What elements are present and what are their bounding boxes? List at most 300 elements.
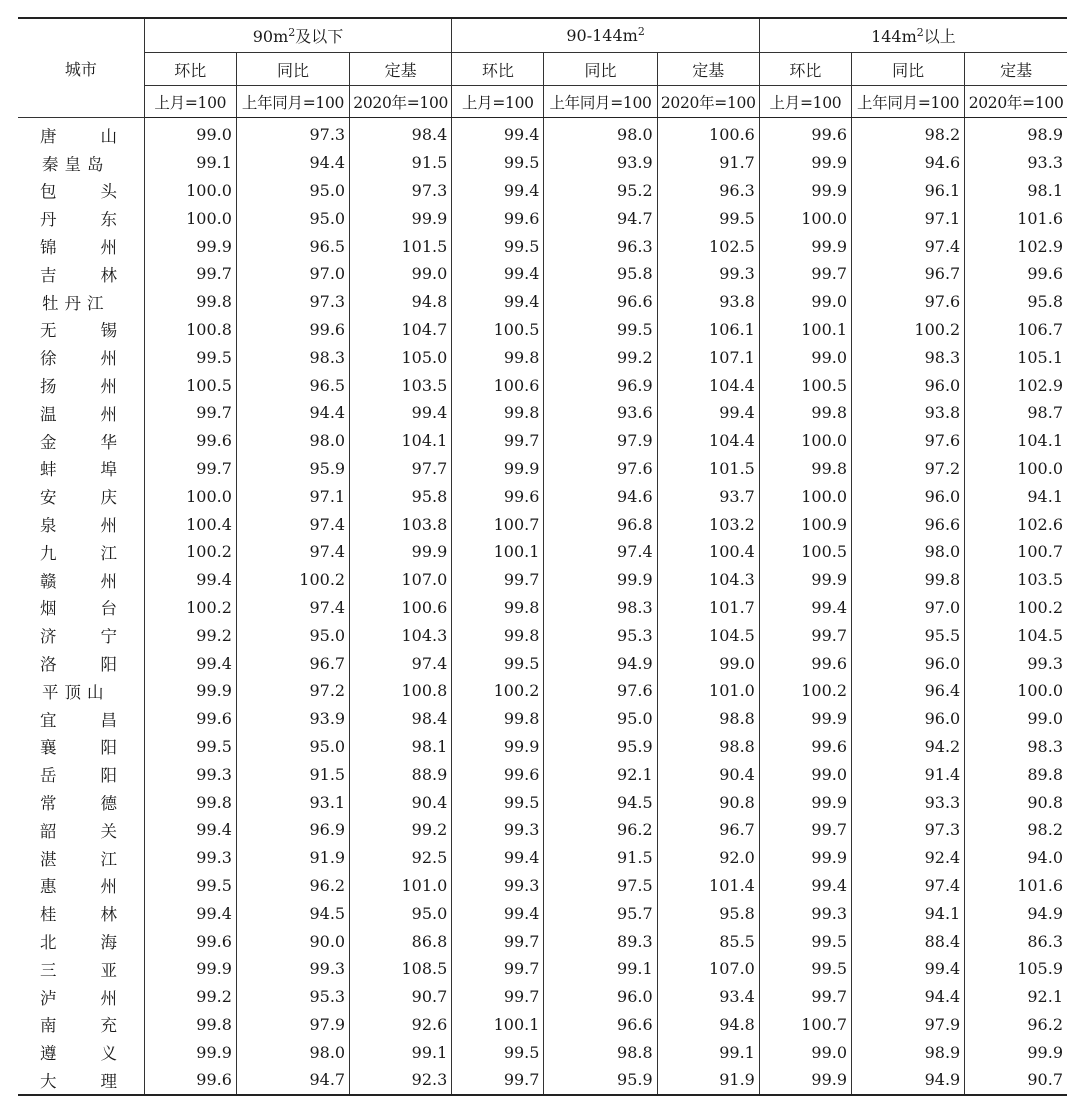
table-row [18,677,1067,705]
value-cell: 99.7 [452,427,544,455]
table-row [18,316,1067,344]
group-header-text: 90m [252,27,289,46]
value-cell: 99.6 [144,427,236,455]
value-cell: 97.9 [852,1011,965,1039]
base-header-last-month: 上月=100 [452,86,544,118]
table-row [18,1011,1067,1039]
value-cell: 101.6 [965,204,1067,232]
value-cell: 99.4 [350,399,452,427]
value-cell: 99.9 [144,1038,236,1066]
city-name: 锦州 [40,238,161,258]
value-cell: 99.9 [759,1066,851,1095]
value-cell: 99.0 [657,649,759,677]
value-cell: 100.8 [144,316,236,344]
value-cell: 96.4 [852,677,965,705]
value-cell: 91.9 [657,1066,759,1095]
city-cell [18,538,161,566]
value-cell: 105.9 [965,955,1067,983]
value-cell: 91.9 [236,844,349,872]
table-row [18,760,1067,788]
city-cell [18,371,161,399]
value-cell: 94.6 [852,149,965,177]
city-name: 安庆 [40,488,161,508]
value-cell: 99.1 [544,955,657,983]
base-header-last-month: 上月=100 [144,86,236,118]
value-cell: 99.5 [452,149,544,177]
city-name: 赣州 [40,571,161,591]
value-cell: 99.0 [759,343,851,371]
value-cell: 97.3 [350,177,452,205]
value-cell: 99.4 [452,260,544,288]
measure-header-mom: 环比 [759,53,851,86]
city-name: 常德 [40,794,161,814]
value-cell: 90.4 [350,788,452,816]
value-cell: 99.6 [452,760,544,788]
value-cell: 97.6 [544,677,657,705]
value-cell: 93.8 [657,288,759,316]
group-header-sup: 2 [916,26,924,39]
table-row [18,844,1067,872]
table-row [18,955,1067,983]
city-name: 泸州 [40,988,161,1008]
table-row [18,788,1067,816]
value-cell: 94.5 [236,899,349,927]
city-cell [18,177,161,205]
value-cell: 103.8 [350,510,452,538]
value-cell: 99.8 [452,399,544,427]
city-cell [18,1011,161,1039]
value-cell: 92.6 [350,1011,452,1039]
value-cell: 96.0 [852,371,965,399]
value-cell: 96.6 [544,1011,657,1039]
value-cell: 101.4 [657,872,759,900]
table-row [18,594,1067,622]
city-cell [18,1066,161,1095]
value-cell: 91.7 [657,149,759,177]
value-cell: 99.4 [759,872,851,900]
city-name: 徐州 [40,349,161,369]
value-cell: 97.1 [852,204,965,232]
value-cell: 96.5 [236,232,349,260]
value-cell: 96.0 [544,983,657,1011]
value-cell: 96.9 [544,371,657,399]
city-cell [18,204,161,232]
value-cell: 100.2 [144,538,236,566]
city-name: 包头 [40,182,161,202]
value-cell: 99.9 [452,733,544,761]
city-cell [18,566,161,594]
value-cell: 95.8 [657,899,759,927]
value-cell: 99.7 [759,816,851,844]
base-header-2020: 2020年=100 [350,86,452,118]
value-cell: 93.4 [657,983,759,1011]
value-cell: 92.1 [965,983,1067,1011]
city-name: 丹东 [40,210,161,230]
value-cell: 94.0 [965,844,1067,872]
value-cell: 96.1 [852,177,965,205]
value-cell: 91.5 [236,760,349,788]
city-name: 九江 [40,543,161,563]
value-cell: 89.8 [965,760,1067,788]
value-cell: 99.7 [452,983,544,1011]
value-cell: 100.1 [759,316,851,344]
group-header-medium [452,18,760,53]
value-cell: 96.7 [657,816,759,844]
city-name: 襄阳 [40,738,161,758]
city-name: 遵义 [40,1044,161,1064]
value-cell: 100.0 [965,455,1067,483]
table-row [18,149,1067,177]
value-cell: 95.3 [236,983,349,1011]
city-name: 烟台 [40,599,161,619]
value-cell: 99.8 [452,705,544,733]
value-cell: 104.4 [657,427,759,455]
city-column-header: 城市 [18,18,144,118]
value-cell: 98.8 [657,705,759,733]
value-cell: 107.0 [657,955,759,983]
value-cell: 95.3 [544,621,657,649]
value-cell: 97.4 [350,649,452,677]
value-cell: 98.1 [965,177,1067,205]
value-cell: 99.4 [144,899,236,927]
city-name: 济宁 [40,627,161,647]
value-cell: 97.6 [852,288,965,316]
value-cell: 99.3 [452,872,544,900]
price-index-table-page [18,17,1067,1096]
table-row [18,566,1067,594]
value-cell: 100.2 [852,316,965,344]
value-cell: 95.0 [236,621,349,649]
value-cell: 93.9 [236,705,349,733]
value-cell: 106.1 [657,316,759,344]
city-name: 泉州 [40,516,161,536]
value-cell: 92.0 [657,844,759,872]
value-cell: 97.5 [544,872,657,900]
city-cell [18,118,161,149]
value-cell: 97.3 [236,288,349,316]
value-cell: 99.5 [544,316,657,344]
base-header-last-year-month: 上年同月=100 [544,86,657,118]
value-cell: 97.0 [852,594,965,622]
value-cell: 104.4 [657,371,759,399]
city-name: 蚌埠 [40,460,161,480]
value-cell: 90.7 [965,1066,1067,1095]
value-cell: 99.4 [852,955,965,983]
value-cell: 106.7 [965,316,1067,344]
group-header-sup: 2 [288,26,296,39]
value-cell: 104.1 [350,427,452,455]
city-name: 秦皇岛 [42,154,110,174]
value-cell: 100.2 [236,566,349,594]
table-body [18,118,1067,1095]
value-cell: 99.3 [759,899,851,927]
value-cell: 92.5 [350,844,452,872]
value-cell: 99.8 [452,594,544,622]
header-row-measures [18,53,1067,86]
value-cell: 100.0 [759,204,851,232]
value-cell: 99.6 [236,316,349,344]
value-cell: 92.1 [544,760,657,788]
value-cell: 98.0 [852,538,965,566]
value-cell: 97.2 [852,455,965,483]
value-cell: 98.0 [544,118,657,149]
city-cell [18,677,144,705]
value-cell: 91.5 [350,149,452,177]
value-cell: 99.5 [759,955,851,983]
value-cell: 99.6 [452,204,544,232]
table-row [18,399,1067,427]
value-cell: 97.1 [236,482,349,510]
value-cell: 100.1 [452,538,544,566]
city-name: 唐山 [40,126,161,146]
value-cell: 99.0 [350,260,452,288]
value-cell: 105.1 [965,343,1067,371]
value-cell: 100.6 [350,594,452,622]
group-header-suffix: 以上 [923,27,956,46]
value-cell: 92.3 [350,1066,452,1095]
city-name: 扬州 [40,377,161,397]
city-name: 大理 [40,1071,161,1091]
base-header-2020: 2020年=100 [657,86,759,118]
value-cell: 90.4 [657,760,759,788]
table-row [18,204,1067,232]
value-cell: 99.8 [852,566,965,594]
value-cell: 99.9 [759,149,851,177]
value-cell: 99.7 [452,927,544,955]
value-cell: 98.7 [965,399,1067,427]
value-cell: 96.3 [657,177,759,205]
value-cell: 97.6 [544,455,657,483]
table-row [18,816,1067,844]
value-cell: 99.9 [965,1038,1067,1066]
value-cell: 99.4 [144,816,236,844]
value-cell: 99.0 [759,1038,851,1066]
value-cell: 98.4 [350,118,452,149]
table-row [18,371,1067,399]
value-cell: 97.7 [350,455,452,483]
value-cell: 91.4 [852,760,965,788]
value-cell: 99.9 [759,566,851,594]
group-header-text: 90-144m [566,26,638,45]
value-cell: 99.6 [144,1066,236,1095]
city-cell [18,955,161,983]
value-cell: 96.7 [236,649,349,677]
value-cell: 99.1 [350,1038,452,1066]
city-cell [18,260,161,288]
city-name: 惠州 [40,877,161,897]
value-cell: 95.8 [350,482,452,510]
table-row [18,983,1067,1011]
value-cell: 95.8 [965,288,1067,316]
value-cell: 99.2 [544,343,657,371]
value-cell: 94.4 [236,149,349,177]
value-cell: 100.6 [452,371,544,399]
value-cell: 99.7 [144,455,236,483]
value-cell: 99.8 [759,399,851,427]
value-cell: 98.3 [965,733,1067,761]
value-cell: 89.3 [544,927,657,955]
value-cell: 100.0 [144,177,236,205]
value-cell: 95.0 [236,733,349,761]
value-cell: 96.0 [852,705,965,733]
value-cell: 99.7 [144,399,236,427]
value-cell: 101.7 [657,594,759,622]
value-cell: 96.3 [544,232,657,260]
city-cell [18,788,161,816]
value-cell: 99.7 [452,566,544,594]
value-cell: 97.0 [236,260,349,288]
city-cell [18,844,161,872]
city-cell [18,343,161,371]
value-cell: 95.9 [544,733,657,761]
value-cell: 99.9 [759,788,851,816]
value-cell: 99.5 [452,788,544,816]
value-cell: 99.9 [759,177,851,205]
value-cell: 99.9 [350,204,452,232]
value-cell: 98.2 [965,816,1067,844]
city-cell [18,872,161,900]
value-cell: 94.4 [852,983,965,1011]
value-cell: 99.7 [452,955,544,983]
value-cell: 88.9 [350,760,452,788]
value-cell: 101.5 [657,455,759,483]
base-header-last-month: 上月=100 [759,86,851,118]
value-cell: 96.6 [852,510,965,538]
value-cell: 97.4 [236,538,349,566]
value-cell: 96.2 [236,872,349,900]
value-cell: 100.0 [759,427,851,455]
value-cell: 90.7 [350,983,452,1011]
measure-header-yoy: 同比 [852,53,965,86]
value-cell: 96.2 [544,816,657,844]
value-cell: 99.1 [657,1038,759,1066]
value-cell: 90.8 [965,788,1067,816]
value-cell: 100.0 [144,204,236,232]
value-cell: 95.7 [544,899,657,927]
value-cell: 98.3 [544,594,657,622]
value-cell: 86.3 [965,927,1067,955]
table-row [18,899,1067,927]
city-name: 桂林 [40,905,161,925]
value-cell: 100.0 [144,482,236,510]
city-name: 三亚 [40,960,161,980]
value-cell: 99.4 [452,177,544,205]
base-header-2020: 2020年=100 [965,86,1067,118]
value-cell: 97.2 [236,677,349,705]
table-row [18,288,1067,316]
city-cell [18,899,161,927]
value-cell: 99.4 [452,118,544,149]
value-cell: 99.5 [452,649,544,677]
value-cell: 100.9 [759,510,851,538]
measure-header-mom: 环比 [452,53,544,86]
city-cell [18,983,161,1011]
table-row [18,733,1067,761]
value-cell: 95.0 [236,177,349,205]
value-cell: 100.2 [144,594,236,622]
price-index-table [18,17,1067,1096]
value-cell: 100.1 [452,1011,544,1039]
value-cell: 94.4 [236,399,349,427]
table-row [18,177,1067,205]
measure-header-fixed-base: 定基 [965,53,1067,86]
value-cell: 99.8 [144,288,236,316]
table-row [18,260,1067,288]
value-cell: 100.0 [965,677,1067,705]
table-row [18,482,1067,510]
value-cell: 99.8 [759,455,851,483]
city-cell [18,510,161,538]
value-cell: 90.8 [657,788,759,816]
value-cell: 105.0 [350,343,452,371]
value-cell: 103.5 [350,371,452,399]
group-header-small [144,18,452,53]
value-cell: 97.9 [236,1011,349,1039]
city-name: 吉林 [40,265,161,285]
value-cell: 94.9 [965,899,1067,927]
table-row [18,621,1067,649]
measure-header-yoy: 同比 [236,53,349,86]
city-cell [18,1038,161,1066]
value-cell: 93.7 [657,482,759,510]
base-header-last-year-month: 上年同月=100 [236,86,349,118]
value-cell: 98.1 [350,733,452,761]
table-row [18,1066,1067,1095]
city-cell [18,399,161,427]
value-cell: 99.6 [759,733,851,761]
value-cell: 99.2 [144,621,236,649]
value-cell: 99.7 [759,260,851,288]
table-row [18,705,1067,733]
value-cell: 107.0 [350,566,452,594]
base-header-last-year-month: 上年同月=100 [852,86,965,118]
value-cell: 107.1 [657,343,759,371]
value-cell: 95.0 [350,899,452,927]
value-cell: 100.0 [759,482,851,510]
value-cell: 99.9 [452,455,544,483]
value-cell: 95.8 [544,260,657,288]
value-cell: 96.5 [236,371,349,399]
value-cell: 99.9 [759,705,851,733]
city-name: 北海 [40,933,161,952]
value-cell: 99.5 [144,733,236,761]
city-name: 金华 [40,432,161,452]
value-cell: 99.5 [452,232,544,260]
value-cell: 94.9 [544,649,657,677]
value-cell: 95.2 [544,177,657,205]
value-cell: 96.8 [544,510,657,538]
city-cell [18,482,161,510]
value-cell: 101.0 [657,677,759,705]
city-name: 南充 [40,1016,161,1036]
city-name: 岳阳 [40,766,161,786]
value-cell: 97.4 [236,510,349,538]
value-cell: 95.0 [544,705,657,733]
table-row [18,649,1067,677]
value-cell: 95.0 [236,204,349,232]
value-cell: 99.2 [350,816,452,844]
city-cell [18,705,161,733]
city-cell [18,316,161,344]
value-cell: 99.3 [144,760,236,788]
group-header-text: 144m [871,27,917,46]
value-cell: 99.7 [144,260,236,288]
value-cell: 99.0 [759,288,851,316]
value-cell: 98.8 [544,1038,657,1066]
value-cell: 99.6 [759,649,851,677]
value-cell: 99.1 [144,149,236,177]
value-cell: 99.4 [759,594,851,622]
